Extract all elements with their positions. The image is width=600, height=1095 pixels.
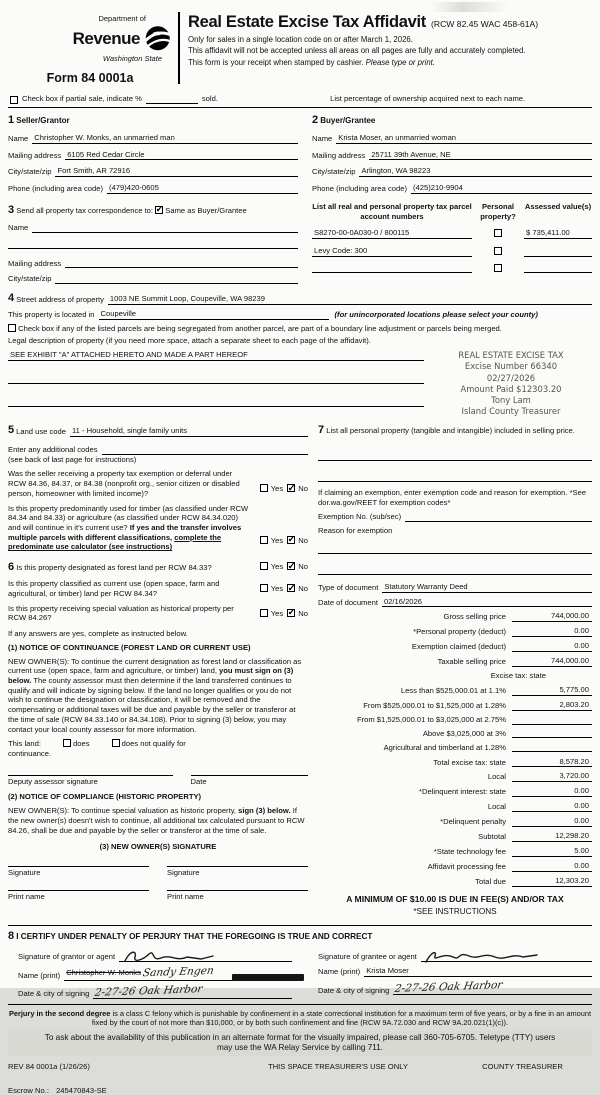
delinquent-interest-state-value[interactable]: 0.00 bbox=[512, 786, 592, 797]
correspondence-name-field-2[interactable] bbox=[8, 239, 298, 249]
scan-artifact bbox=[232, 974, 304, 981]
stamp-line: REAL ESTATE EXCISE TAX bbox=[458, 350, 564, 361]
deputy-assessor-signature-line[interactable] bbox=[8, 775, 173, 776]
q-forest-yes-checkbox[interactable] bbox=[260, 562, 268, 570]
local-excise-value[interactable]: 3,720.00 bbox=[512, 771, 592, 782]
revenue-logotype: Revenue bbox=[72, 28, 140, 48]
section-certify: 8 I CERTIFY UNDER PENALTY OF PERJURY THAT THE FOREGOING IS TRUE AND CORRECT Signature of grantor or agent Name (print) Christopher W. Monks Sandy Engen Date & city of signing 2-27-26 Oak Harbor Signature of grantee or agent Name (print) Krista Moser Date & city of signing 2-27-26 Oak Harbor bbox=[8, 929, 592, 999]
personal-property-label: List all personal property (tangible and intangible) included in selling price. bbox=[326, 425, 575, 435]
new-owner-signature-title: (3) NEW OWNER(S) SIGNATURE bbox=[99, 842, 217, 852]
same-as-buyer-checkbox[interactable] bbox=[155, 206, 163, 214]
new-owner-print-name-line[interactable] bbox=[8, 890, 149, 891]
washington-state-label: Washington State bbox=[102, 53, 162, 63]
see-instructions-note: *SEE INSTRUCTIONS bbox=[413, 906, 497, 916]
parcel-row bbox=[312, 246, 592, 257]
stamp-line: Amount Paid $12303.20 bbox=[460, 383, 562, 394]
assessed-value-field[interactable]: $ 735,411.00 bbox=[524, 228, 592, 239]
assessed-value-col-header: Assessed value(s) bbox=[524, 201, 592, 211]
continuance-label: continuance. bbox=[8, 749, 52, 759]
dept-of-label: Department of bbox=[98, 14, 146, 23]
tier1-tax-value[interactable]: 5,775.00 bbox=[512, 685, 592, 696]
stamp-line: 02/27/2026 bbox=[486, 372, 536, 383]
q-currentuse-yes-checkbox[interactable] bbox=[260, 584, 268, 592]
new-owner-print-name-line[interactable] bbox=[167, 890, 308, 891]
grantee-signature bbox=[423, 948, 543, 965]
ownership-note: List percentage of ownership acquired next to each name. bbox=[330, 94, 526, 104]
tier4-tax-value[interactable] bbox=[512, 729, 592, 738]
revenue-swirl-logo-icon bbox=[142, 24, 172, 54]
seller-name-field[interactable]: Christopher W. Monks, an unmarried man bbox=[32, 133, 298, 144]
personal-property-checkbox[interactable] bbox=[494, 247, 502, 255]
q-deferral-no-checkbox[interactable] bbox=[287, 484, 295, 492]
exemption-deferral-question: Yes ✓ No Was the seller receiving a property tax exemption or deferral under RCW 84.36, 84.37, or 84.38 (nonprofit org., senior citizen or disabled person, homeowner with limited income)? bbox=[8, 469, 308, 498]
timber-agriculture-question: Yes ✓ No Is this property predominantly used for timber (as classified under RCW 84.34 and 84.33) or agriculture (as classified under RCW 84.34.020) and will continue in it's current use? If yes and the transfer involves multiple parcels with different classifications, complete the predominate use calculator (see instructions) bbox=[8, 504, 308, 553]
header-note-1: Only for sales in a single location code on or after March 1, 2026. bbox=[188, 34, 413, 44]
q-currentuse-no-checkbox[interactable] bbox=[287, 584, 295, 592]
additional-codes-note: (see back of last page for instructions) bbox=[8, 454, 137, 464]
partial-sold-label: sold. bbox=[201, 94, 218, 104]
footer-rule bbox=[8, 1004, 592, 1005]
q-deferral-yes-checkbox[interactable] bbox=[260, 484, 268, 492]
county-treasurer-label: COUNTY TREASURER bbox=[482, 1061, 563, 1071]
form-number: Form 84 0001a bbox=[46, 71, 134, 86]
grantee-certify-block: Signature of grantee or agent Name (print) Krista Moser Date & city of signing 2-27-26 Oak Harbor bbox=[318, 948, 592, 999]
grantee-handwritten-date: 2-27-26 Oak Harbor bbox=[394, 978, 504, 995]
delinquent-penalty-value[interactable]: 0.00 bbox=[512, 816, 592, 827]
seller-phone-field[interactable]: (479)420-0605 bbox=[107, 183, 298, 194]
reason-exemption-field-2[interactable] bbox=[318, 565, 592, 575]
legal-description-label: Legal description of property (if you need more space, attach a separate sheet to each page of the affidavit). bbox=[8, 335, 371, 345]
q-forest-no-checkbox[interactable] bbox=[287, 562, 295, 570]
property-street-field[interactable]: 1003 NE Summit Loop, Coupeville, WA 98239 bbox=[108, 294, 592, 305]
q-historic-no-checkbox[interactable] bbox=[287, 609, 295, 617]
document-type-field[interactable]: Statutory Warranty Deed bbox=[382, 582, 592, 593]
partial-sale-checkbox[interactable] bbox=[10, 96, 18, 104]
buyer-name-field[interactable]: Krista Moser, an unmarried woman bbox=[336, 133, 592, 144]
notice-compliance-body: NEW OWNER(S): To continue special valuation as historic property, sign (3) below. If the new owner(s) doesn't wish to continue, all additional tax calculated pursuant to RCW 84.26, shall be due and payable by the seller or transferor at the time of sale. bbox=[8, 806, 305, 835]
total-due-value[interactable]: 12,303.20 bbox=[512, 876, 592, 887]
rev-number: REV 84 0001a (1/26/26) bbox=[8, 1061, 90, 1071]
title-block bbox=[188, 10, 592, 86]
rev-row bbox=[8, 1062, 592, 1072]
personal-property-deduct-value[interactable]: 0.00 bbox=[512, 626, 592, 637]
grantor-certify-block: Signature of grantor or agent Name (print) Christopher W. Monks Sandy Engen Date & city of signing 2-27-26 Oak Harbor bbox=[18, 948, 292, 999]
header-note-2: This affidavit will not be accepted unless all areas on all pages are fully and accurately completed. bbox=[188, 46, 526, 56]
treasurer-use-label: THIS SPACE TREASURER'S USE ONLY bbox=[268, 1061, 408, 1071]
rcw-reference: (RCW 82.45 WAC 458-61A) bbox=[431, 19, 539, 29]
correspondence-address-field[interactable] bbox=[65, 259, 298, 268]
correspondence-name-field[interactable] bbox=[32, 224, 298, 233]
delinquent-interest-local-value[interactable]: 0.00 bbox=[512, 801, 592, 812]
seller-address-field[interactable]: 6105 Red Cedar Circle bbox=[65, 150, 298, 161]
legal-description-field-3[interactable] bbox=[8, 397, 424, 407]
exemption-note: If claiming an exemption, enter exemption code and reason for exemption. *See dor.wa.gov/REET for exemption codes* bbox=[318, 487, 587, 507]
section-landuse: 5 Land use code 11 - Household, single family units Enter any additional codes (see back of last page for instructions) Yes ✓ No Was the seller receiving a property tax exemption or deferral under RCW 84.36, 84.37, or 84.38 (nonprofit org., senior citizen or disabled person, homeowner with limited income)? Yes ✓ No Is this property predominantly used for timber (as classified under RCW 84.34 and 84.33) or agriculture (as classified under RCW 84.34.020) and will continue in it's current use? If yes and the transfer involves multiple parcels with different classifications, complete the predominate use calculator (see instructions) bbox=[8, 423, 308, 552]
land-does-not-checkbox[interactable] bbox=[112, 739, 120, 747]
q-timber-yes-checkbox[interactable] bbox=[260, 536, 268, 544]
document-date-field[interactable]: 02/16/2026 bbox=[382, 597, 592, 608]
grantee-date-city-field[interactable] bbox=[393, 978, 592, 995]
legal-description-field[interactable]: SEE EXHIBIT "A" ATTACHED HERETO AND MADE A PART HEREOF bbox=[8, 350, 424, 361]
parcel-number-field[interactable]: S8270-00-0A030-0 / 800115 bbox=[312, 228, 472, 239]
accessibility-notice: To ask about the availability of this publication in an alternate format for the visually impaired, please call 360-705-6705. Teletype (TTY) users may use the WA Relay Service by calling 711. bbox=[8, 1031, 592, 1056]
exemption-no-field[interactable] bbox=[405, 513, 592, 522]
tier3-tax-value[interactable] bbox=[512, 716, 592, 725]
agency-block bbox=[8, 10, 178, 86]
partial-sale-label: Check box if partial sale, indicate % bbox=[22, 94, 142, 104]
grantor-signature-field[interactable] bbox=[119, 948, 292, 962]
assessed-value-field[interactable] bbox=[524, 248, 592, 257]
parcel-number-field[interactable] bbox=[312, 264, 472, 273]
parcel-row bbox=[312, 264, 592, 274]
if-yes-note: If any answers are yes, complete as instructed below. bbox=[8, 629, 188, 639]
minimum-due-note: A MINIMUM OF $10.00 IS DUE IN FEE(S) AND/OR TAX bbox=[346, 893, 564, 904]
escrow-label: Escrow No.: bbox=[8, 1085, 49, 1095]
assessed-value-field[interactable] bbox=[524, 264, 592, 273]
subtotal-value[interactable]: 12,298.20 bbox=[512, 831, 592, 842]
stamp-line: Excise Number 66340 bbox=[464, 361, 558, 372]
stamp-line: Tony Lam bbox=[491, 394, 531, 405]
q-timber-no-checkbox[interactable] bbox=[287, 536, 295, 544]
header-divider bbox=[178, 12, 180, 84]
section-seller: 1 Seller/Grantor Name Christopher W. Monks, an unmarried man Mailing address 6105 Red Cedar Circle City/state/zip Fort Smith, AR 72916 Phone (including area code) (479)420-0605 3 Send all property tax correspondence to: ✓ Same as Buyer/Grantee Name Mailing address City/state/zip bbox=[8, 113, 298, 284]
personal-property-field[interactable] bbox=[318, 451, 592, 461]
parcel-table bbox=[312, 202, 592, 274]
segregated-checkbox[interactable] bbox=[8, 324, 16, 332]
tier2-tax-value[interactable]: 2,803.20 bbox=[512, 700, 592, 711]
notice-continuance-title: (1) NOTICE OF CONTINUANCE (FOREST LAND OR CURRENT USE) bbox=[8, 642, 251, 652]
buyer-phone-field[interactable]: (425)210-9904 bbox=[411, 183, 592, 194]
state-technology-fee-value[interactable]: 5.00 bbox=[512, 846, 592, 857]
perjury-notice: Perjury in the second degree is a class C felony which is punishable by confinement in a state correctional institution for a maximum term of five years, or by a fine in an amount fixed by the court of not more than $10,000, or by both such confinement and fine (RCW 9A.72.030 and RCW 9A.20.021(1)(c)). bbox=[8, 1008, 592, 1028]
section-property: 4 Street address of property 1003 NE Summit Loop, Coupeville, WA 98239 This property is located in Coupeville (for unincorporated locations please select your county) Check box if any of the listed parcels are being segregated from another parcel, are part of a boundary line adjustment or parcels being merged. Legal description of property (if you need more space, attach a separate sheet to each page of the affidavit). SEE EXHIBIT "A" ATTACHED HERETO AND MADE A PART HEREOF REAL ESTATE EXCISE TAX Excise Number 66340 02/27/2026 Amount Paid $12303.20 Tony Lam Island County Treasurer bbox=[8, 291, 592, 417]
parcel-number-field[interactable]: Levy Code: 300 bbox=[312, 246, 472, 257]
parcel-row bbox=[312, 228, 592, 239]
buyer-title: Buyer/Grantee bbox=[320, 115, 376, 125]
unincorporated-note: (for unincorporated locations please select your county) bbox=[334, 310, 538, 320]
exemption-claimed-value[interactable]: 0.00 bbox=[512, 641, 592, 652]
seller-title: Seller/Grantor bbox=[16, 115, 70, 125]
segregated-label: Check box if any of the listed parcels are being segregated from another parcel, are part of a boundary line adjustment or parcels being merged. bbox=[18, 323, 502, 333]
land-does-checkbox[interactable] bbox=[63, 739, 71, 747]
section-buyer: 2 Buyer/Grantee Name Krista Moser, an unmarried woman Mailing address 25711 39th Avenue, NE City/state/zip Arlington, WA 98223 Phone (including area code) (425)210-9904 List all real and personal property tax parcel account numbers Personal property? Assessed value(s) S8270-00-0A030-0 / 800115 $ 735,411.00 Levy Code: 300 bbox=[312, 113, 592, 284]
form-header bbox=[8, 10, 592, 86]
section-designation: 6 Is this property designated as forest land per RCW 84.33? Yes ✓ No Is this property classified as current use (open space, farm and agricultural, or timber) land per RCW 84.34? Yes ✓ No Is this property receiving special valuation as historical property per RCW 84.26? Yes ✓ No If any answers are yes, complete as instructed below. (1) NOTICE OF CONTINUANCE (FOREST LAND OR CURRENT USE) NEW OWNER(S): To continue the current designation as forest land or classification as current use (open space, farm and agriculture, or timber) land, you must sign on (3) below. The county assessor must then determine if the land transferred continues to qualify and will indicate by signing below. If the land no longer qualifies or you do not wish to continue the designation or classification, it will be removed and the compensating or additional taxes will be due and payable by the seller or transferor at the time of sale (RCW 84.33.140 or 84.34.108). Prior to signing (3) below, you may contact your local county assessor for more information. This land: does does not qualify for continuance. Deputy assessor signature Date (2) NOTICE OF COMPLIANCE (HISTORIC PROPERTY) NEW OWNER(S): To continue special valuation as historic property, sign (3) below. If the new owner(s) doesn't wish to continue, all additional tax calculated pursuant to RCW 84.26, shall be due and payable by the seller or transferor at the time of sale. (3) NEW OWNER(S) SIGNATURE Signature Signature Print name Print name bbox=[8, 560, 308, 901]
q-historic-yes-checkbox[interactable] bbox=[260, 609, 268, 617]
notice-continuance-body: NEW OWNER(S): To continue the current designation as forest land or classification as current use (open space, farm and agriculture, or timber) land, you must sign on (3) below. The county assessor must then determine if the land transferred continues to qualify and will indicate by signing below. If the land no longer qualifies or you do not wish to continue the designation or classification, it will be removed and the compensating or additional taxes will be due and payable by the seller or transferor at the time of sale (RCW 84.33.140 or 84.34.108). Prior to signing (3) below, you may contact your local county assessor for more information. bbox=[8, 656, 302, 734]
new-owner-signature-line[interactable] bbox=[8, 866, 149, 867]
grantee-print-name-field[interactable]: Krista Moser bbox=[364, 966, 592, 977]
correspondence-city-field[interactable] bbox=[55, 275, 298, 284]
correspondence-label: Send all property tax correspondence to: bbox=[16, 205, 154, 215]
agricultural-tax-value[interactable] bbox=[512, 743, 592, 752]
property-located-field[interactable]: Coupeville bbox=[99, 309, 329, 320]
notice-compliance-title: (2) NOTICE OF COMPLIANCE (HISTORIC PROPERTY) bbox=[8, 792, 202, 802]
reason-exemption-field[interactable] bbox=[318, 544, 592, 554]
escrow-number: 245470843-SE bbox=[56, 1085, 107, 1095]
affidavit-processing-fee-value[interactable]: 0.00 bbox=[512, 861, 592, 872]
personal-property-col-header: Personal property? bbox=[480, 201, 516, 221]
type-or-print-note: Please type or print. bbox=[365, 57, 436, 67]
grantor-handwritten-date: 2-27-26 Oak Harbor bbox=[94, 982, 204, 999]
new-owner-signature-line[interactable] bbox=[167, 866, 308, 867]
total-state-excise-value[interactable]: 8,578.20 bbox=[512, 757, 592, 768]
parcel-col-header: List all real and personal property tax parcel account numbers bbox=[312, 201, 472, 221]
grantor-signature bbox=[121, 948, 231, 965]
deputy-date-label: Date bbox=[190, 776, 207, 786]
section-correspondence: 3 Send all property tax correspondence to: ✓ Same as Buyer/Grantee bbox=[8, 203, 298, 217]
certify-rule bbox=[8, 925, 592, 926]
taxable-selling-price-value[interactable]: 744,000.00 bbox=[512, 656, 592, 667]
grantee-signature-field[interactable] bbox=[421, 948, 592, 962]
buyer-city-field[interactable]: Arlington, WA 98223 bbox=[359, 166, 592, 177]
personal-property-checkbox[interactable] bbox=[494, 229, 502, 237]
personal-property-checkbox[interactable] bbox=[494, 264, 502, 272]
land-use-code-field[interactable]: 11 - Household, single family units bbox=[70, 426, 308, 437]
scan-smudge bbox=[430, 2, 510, 12]
form-title: Real Estate Excise Tax Affidavit bbox=[188, 13, 427, 31]
reason-exemption-label: Reason for exemption bbox=[318, 526, 393, 536]
partial-sale-row bbox=[10, 94, 592, 104]
header-note-3: This form is your receipt when stamped by cashier. Please type or print. bbox=[188, 57, 436, 67]
seller-city-field[interactable]: Fort Smith, AR 72916 bbox=[55, 166, 298, 177]
header-rule bbox=[8, 107, 592, 108]
partial-percent-field[interactable] bbox=[146, 95, 198, 104]
deputy-assessor-label: Deputy assessor signature bbox=[8, 776, 98, 786]
certify-statement: I CERTIFY UNDER PENALTY OF PERJURY THAT THE FOREGOING IS TRUE AND CORRECT bbox=[16, 932, 373, 941]
section-sale: 7 List all personal property (tangible and intangible) included in selling price. If claiming an exemption, enter exemption code and reason for exemption. *See dor.wa.gov/REET for exemption codes* Exemption No. (sub/sec) Reason for exemption Type of document Statutory Warranty Deed Date of document 02/16/2026 Gross selling price 744,000.00 *Personal property (deduct) 0.00 Exemption claimed (deduct) 0.00 Taxable selling price 744,000.00 Excise tax: state Less than $525,000.01 at 1.1% 5,775.00 From $525,000.01 to $1,525,000 at 1.28% 2,803.20 From $1,525,000.01 to $3,025,000 at 2.75% Above $3,025,000 at 3% Agricultural and timberland at 1.28% Total excise tax: state 8,578.20 Local 3,720.00 *Delinquent interest: state 0.00 Local 0.00 *Delinquent penalty 0.00 Subtotal 12,298.20 *State technology fee 5.00 Affidavit processing fee 0.00 Total due 12,303.20 A MINIMUM OF $10.00 IS DUE IN FEE(S) AND/OR TAX *SEE INSTRUCTIONS bbox=[318, 423, 592, 917]
grantor-print-name-field[interactable]: Christopher W. Monks Sandy Engen bbox=[64, 966, 292, 980]
legal-description-field-2[interactable] bbox=[8, 374, 424, 384]
same-as-buyer-label: Same as Buyer/Grantee bbox=[165, 205, 247, 215]
deputy-date-line[interactable] bbox=[191, 775, 309, 776]
buyer-address-field[interactable]: 25711 39th Avenue, NE bbox=[369, 150, 592, 161]
grantor-date-city-field[interactable] bbox=[93, 982, 292, 999]
stamp-line: Island County Treasurer bbox=[461, 405, 561, 416]
gross-selling-price-value[interactable]: 744,000.00 bbox=[512, 611, 592, 622]
personal-property-field-2[interactable] bbox=[318, 472, 592, 482]
treasurer-stamp bbox=[430, 348, 592, 417]
grantor-handwritten-name: Sandy Engen bbox=[141, 964, 215, 980]
land-qualify-row: This land: does does not qualify for bbox=[8, 739, 186, 749]
additional-codes-field[interactable] bbox=[102, 446, 309, 455]
escrow-row bbox=[8, 1086, 592, 1095]
